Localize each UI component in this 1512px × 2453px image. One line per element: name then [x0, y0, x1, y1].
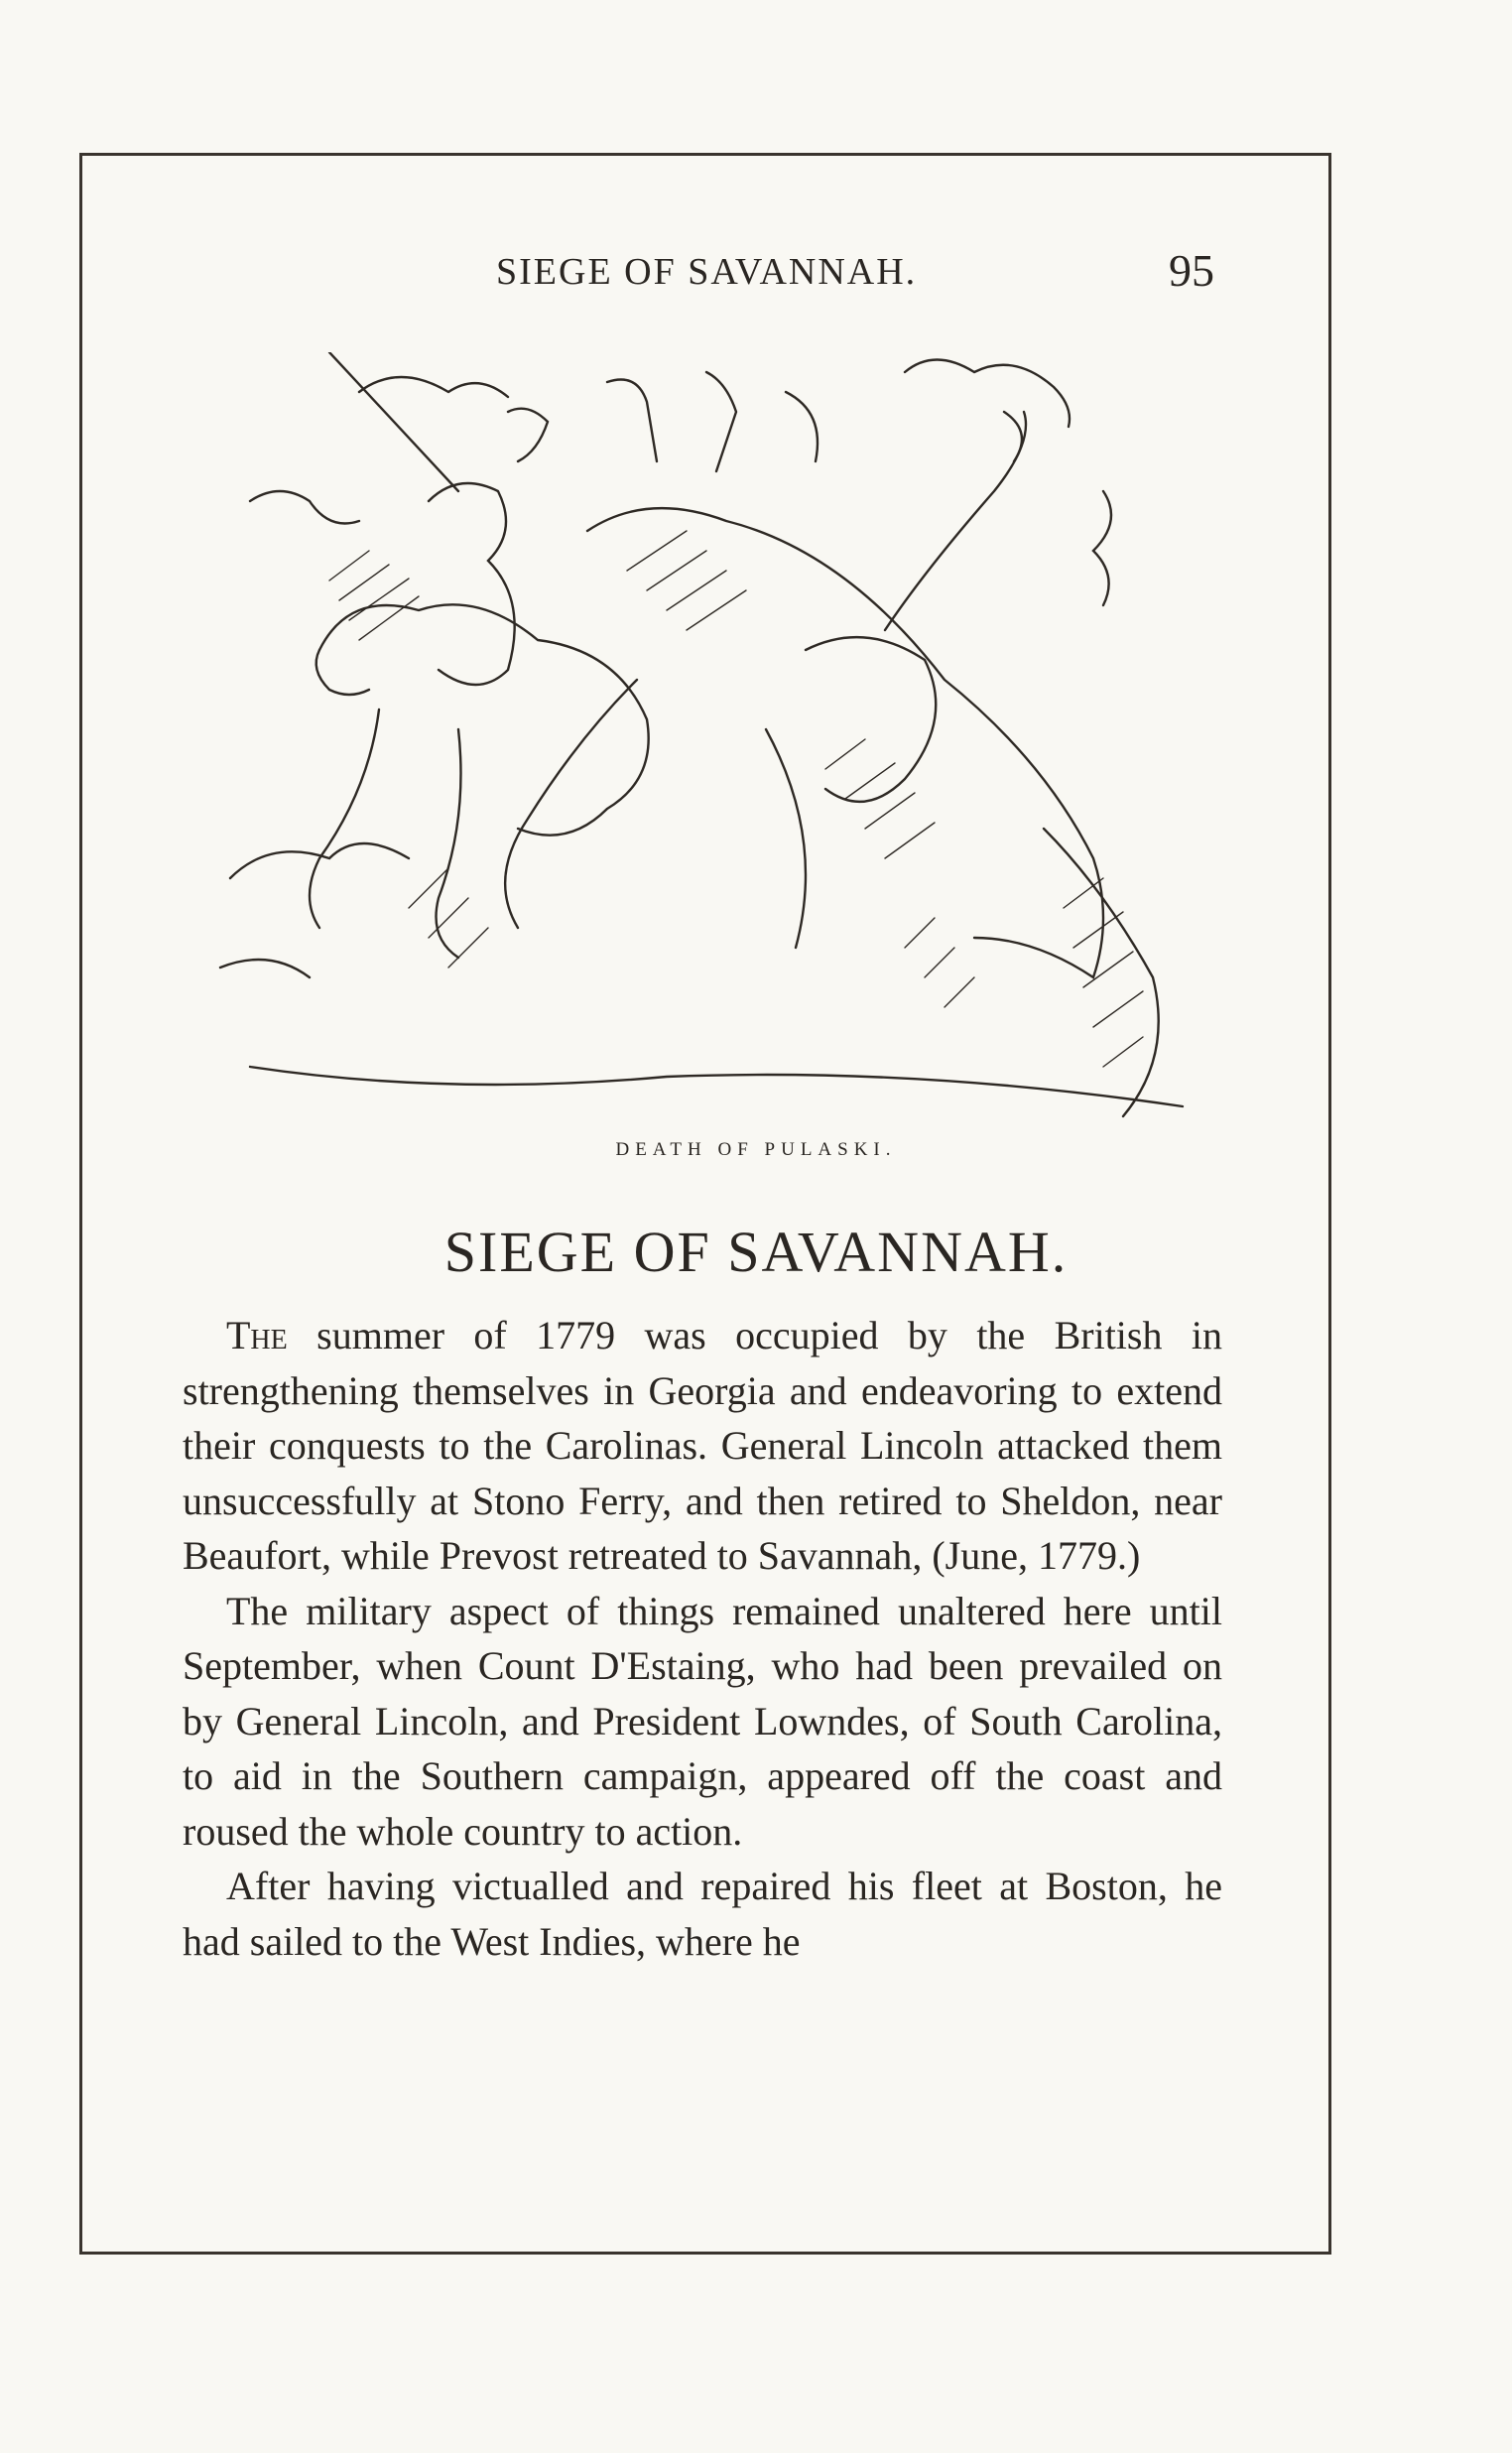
paragraph: [183, 1308, 1222, 1584]
chapter-title: SIEGE OF SAVANNAH.: [443, 1220, 1069, 1284]
paragraph: The military aspect of things remained unaltered here until September, when Count D'Estaing, who had been prevailed on by General Lincoln, and President Lowndes, of South Carolina, to aid in the Southern campaign, appeared off the coast and roused the whole country to action.: [183, 1588, 1222, 1854]
running-head: SIEGE OF SAVANNAH.: [496, 251, 918, 293]
illustration-caption: DEATH OF PULASKI.: [615, 1139, 897, 1160]
body-text: [183, 1308, 1222, 1969]
page-number: 95: [1169, 245, 1214, 296]
drop-word: The: [226, 1313, 288, 1357]
paragraph: After having victualled and repaired his fleet at Boston, he had sailed to the West Indies, where he: [183, 1864, 1222, 1964]
paragraph-text: summer of 1779 was occupied by the British in strengthening themselves in Georgia and endeavoring to extend their conquests to the Carolinas. General Lincoln attacked them unsuccessfully at Stono Ferry, and then retired to Sheldon, near Beaufort, while Prevost retreated to Savannah, (June, 1779.): [183, 1313, 1222, 1578]
engraving-illustration: [210, 352, 1222, 1126]
